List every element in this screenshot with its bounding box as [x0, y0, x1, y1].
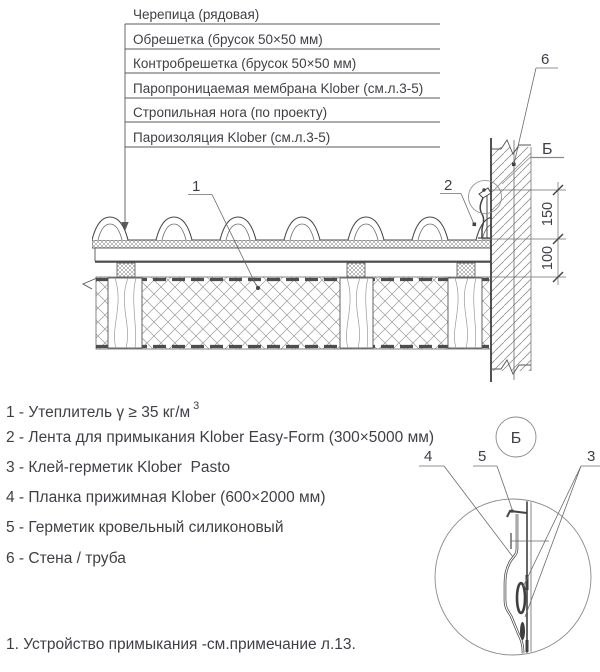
layer-label: Контробрешетка (брусок 50×50 мм): [133, 56, 357, 71]
break-mark-icon: [83, 278, 97, 289]
wall-section: [491, 138, 531, 382]
detail-circle: [435, 499, 591, 655]
detail-marker-label: Б: [510, 430, 522, 447]
legend-item: [6, 519, 283, 536]
legend: [6, 400, 434, 653]
detail-view: [419, 417, 600, 656]
callout-6-label: 6: [541, 51, 550, 68]
legend-item: [6, 550, 126, 567]
legend-item-text: 2 - Лента для примыкания Klober Easy-Form (300×5000 мм): [6, 429, 435, 446]
dimension-100-label: 100: [540, 245, 556, 271]
sealant-bead: [510, 509, 514, 513]
callout-2-label: 2: [444, 177, 453, 194]
roof-tiles: [92, 217, 512, 248]
legend-item-text: 4 - Планка прижимная Klober (600×2000 мм): [6, 489, 326, 506]
layer-label: Черепица (рядовая): [133, 7, 260, 22]
legend-item-text: 3 - Клей-герметик Klober Pasto: [6, 459, 231, 476]
callout-1-label: 1: [192, 178, 201, 195]
legend-item-text: 1 - Утеплитель γ ≥ 35 кг/м: [6, 404, 191, 421]
sheathing-board: [95, 248, 491, 261]
layer-label: Обрешетка (брусок 50×50 мм): [133, 32, 323, 47]
legend-item-sup: 3: [193, 400, 200, 412]
layer-label: Паропроницаемая мембрана Klober (см.л.3-5): [133, 81, 424, 96]
legend-item: [6, 459, 230, 476]
callout-5-label: 5: [478, 448, 487, 465]
legend-item: [6, 489, 326, 506]
dimension-150-label: 150: [540, 201, 556, 227]
callout-4-label: 4: [424, 448, 433, 465]
legend-item: [6, 429, 434, 446]
sealant-bead: [482, 188, 485, 191]
layer-label: Стропильная нога (по проекту): [133, 105, 328, 120]
counter-batten-blocks: [117, 263, 475, 277]
layer-label: Пароизоляция Klober (см.л.3-5): [133, 130, 331, 145]
layer-labels: [133, 7, 423, 145]
note-text: 1. Устройство примыкания -см.примечание л.13.: [6, 636, 356, 653]
legend-item-text: 6 - Стена / труба: [6, 550, 126, 567]
insulation-layer: [83, 277, 491, 349]
legend-item: [6, 400, 199, 421]
detail-marker-label-main: Б: [542, 141, 553, 158]
callout-3-label: 3: [587, 448, 596, 465]
sealant-blob: [520, 622, 525, 640]
legend-item-text: 5 - Герметик кровельный силиконовый: [6, 519, 284, 536]
